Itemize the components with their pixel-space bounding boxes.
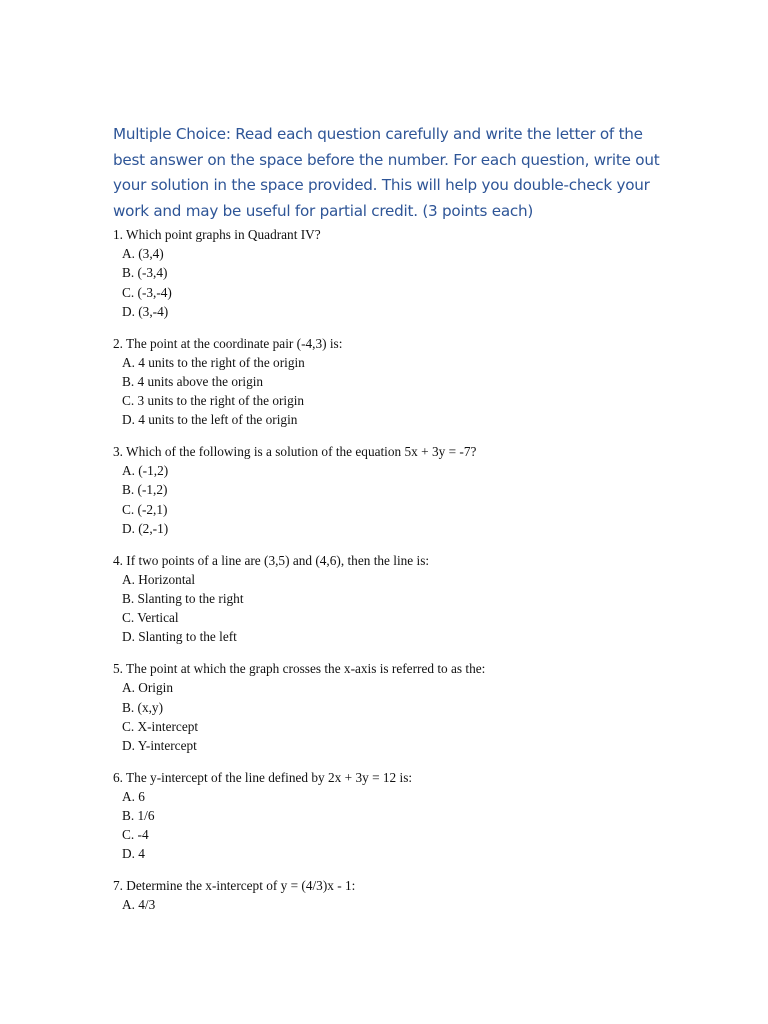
- question-text: 3. Which of the following is a solution of the equation 5x + 3y = -7?: [113, 444, 477, 460]
- question-text: 5. The point at which the graph crosses the x-axis is referred to as the:: [113, 661, 486, 677]
- question-6: [113, 768, 733, 864]
- choice-d: D. 4 units to the left of the origin: [122, 412, 298, 428]
- choice-d: D. Slanting to the left: [122, 629, 237, 645]
- question-4: [113, 551, 733, 647]
- choice-b: B. Slanting to the right: [122, 590, 244, 606]
- question-text: 2. The point at the coordinate pair (-4,3) is:: [113, 335, 343, 351]
- choice-c: C. 3 units to the right of the origin: [122, 393, 305, 409]
- choice-a: A. (3,4): [122, 246, 164, 262]
- choice-a: A. (-1,2): [122, 463, 169, 479]
- choice-a: A. Origin: [122, 680, 173, 696]
- choice-d: D. Y-intercept: [122, 737, 197, 753]
- question-7: [113, 876, 733, 914]
- choice-a: A. Horizontal: [122, 571, 196, 587]
- choice-d: D. (3,-4): [122, 303, 169, 319]
- choice-c: C. Vertical: [122, 610, 179, 626]
- instructions-heading: Multiple Choice: Read each question carefully and write the letter of the best answer on the space before the number. For each question, write out your solution in the space provided. This will help you double-check your work and may be useful for partial credit. (3 points each): [113, 125, 660, 220]
- question-text: 6. The y-intercept of the line defined by 2x + 3y = 12 is:: [113, 769, 413, 785]
- choice-d: D. (2,-1): [122, 520, 169, 536]
- question-text: 4. If two points of a line are (3,5) and (4,6), then the line is:: [113, 552, 430, 568]
- choice-b: B. 4 units above the origin: [122, 373, 264, 389]
- question-2: [113, 334, 733, 430]
- choice-b: B. 1/6: [122, 808, 155, 824]
- choice-a: A. 6: [122, 788, 145, 804]
- choice-c: C. (-3,-4): [122, 284, 172, 300]
- choice-c: C. (-2,1): [122, 501, 168, 517]
- choice-d: D. 4: [122, 846, 145, 862]
- choice-b: B. (-1,2): [122, 482, 168, 498]
- choice-b: B. (-3,4): [122, 265, 168, 281]
- question-5: [113, 659, 733, 755]
- choice-a: A. 4/3: [122, 897, 156, 913]
- choice-c: C. -4: [122, 827, 149, 843]
- choice-b: B. (x,y): [122, 699, 163, 715]
- choice-a: A. 4 units to the right of the origin: [122, 354, 305, 370]
- question-3: [113, 442, 733, 538]
- question-text: 1. Which point graphs in Quadrant IV?: [113, 227, 321, 242]
- question-list: [113, 225, 733, 927]
- question-1: [113, 225, 733, 321]
- choice-c: C. X-intercept: [122, 718, 199, 734]
- question-text: 7. Determine the x-intercept of y = (4/3)x - 1:: [113, 878, 356, 894]
